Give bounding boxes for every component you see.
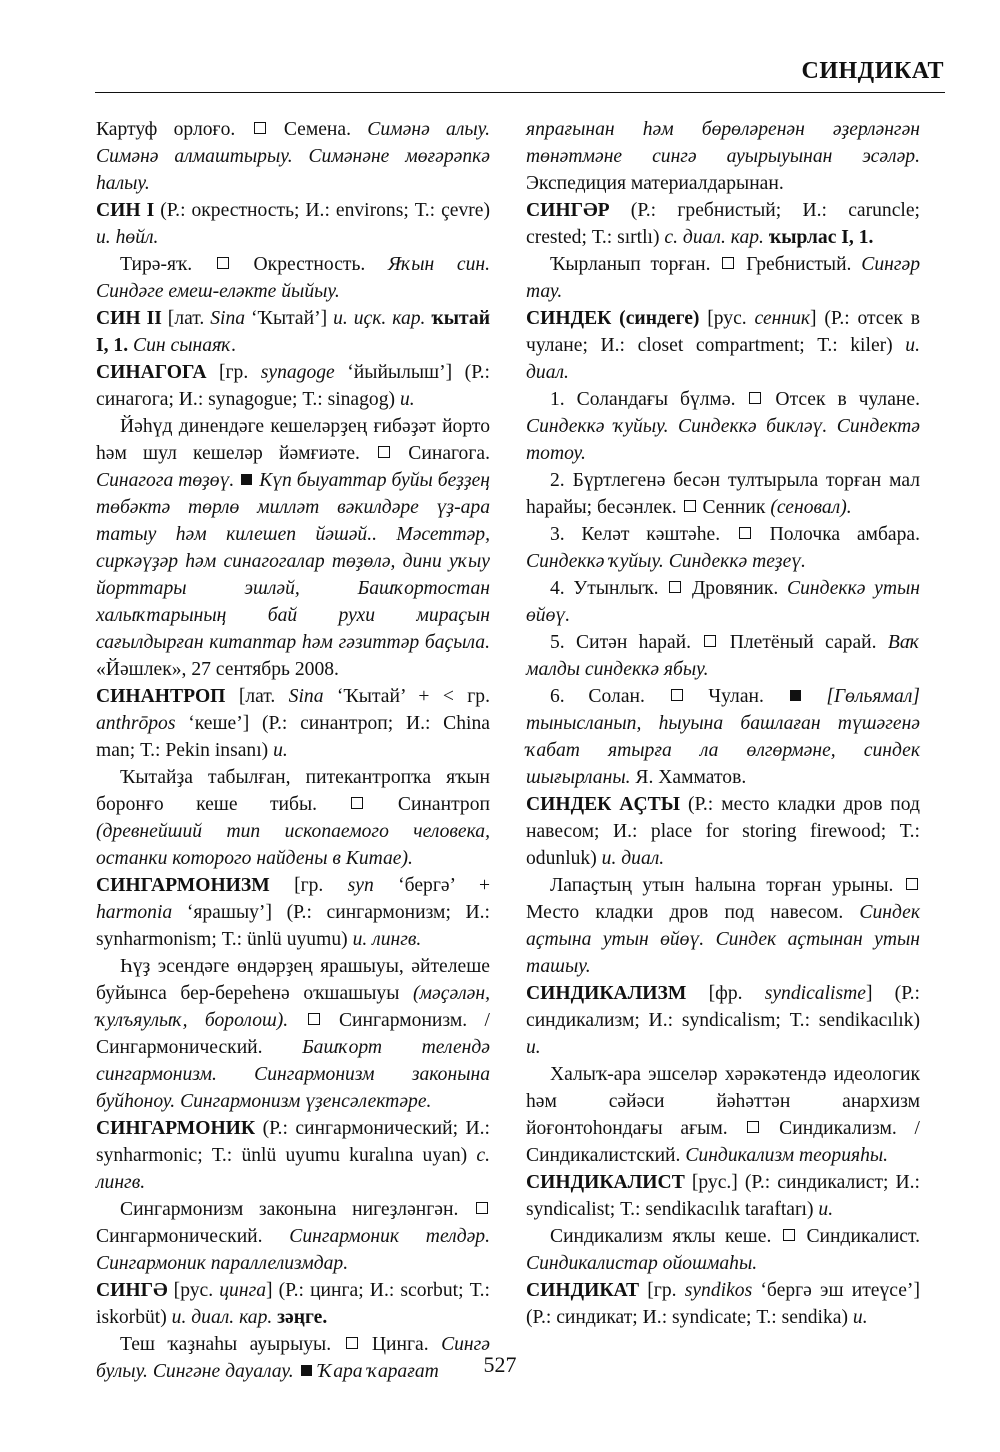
entry-headline (526, 791, 920, 872)
text-run: Гребнистый. (736, 254, 862, 275)
entry-text (96, 413, 490, 683)
italic-text: Синдеккә ҡуйыу. Синдеккә теҙеү. (526, 551, 806, 572)
text-run: Сингармонизм законына нигеҙләнгән. (120, 1199, 474, 1220)
text-run: Сенник (697, 497, 771, 518)
text-run: Экспедиция материалдарынан. (526, 173, 784, 194)
italic-text: и. (852, 1307, 868, 1328)
entry-text (526, 872, 920, 980)
entry-headline (526, 305, 920, 386)
headword: ҡытай I, 1. (96, 308, 490, 356)
italic-text: с. диал. кар. (664, 227, 764, 248)
text-run: ‘ярашыу’] (Р.: сингармонизм; И.: synharmonism; Т.: ünlü uyumu) (96, 902, 490, 950)
text-run: Сингармонический. (96, 1226, 290, 1247)
text-run: Синагога. (392, 443, 490, 464)
text-run: Синдикалист. (796, 1226, 920, 1247)
italic-text: и. диал. (601, 848, 665, 869)
entry-text (526, 521, 920, 575)
open-square-icon (217, 257, 229, 269)
headword: зәңге. (277, 1307, 328, 1328)
italic-text: Sina (288, 686, 324, 707)
text-run: ‘кеше’] (Р.: синантроп; И.: China man; Т.: Pekin insanı) (96, 713, 490, 761)
entry-headline (96, 359, 490, 413)
headword: СИНДЕК (синдеге) (526, 308, 700, 329)
italic-text: Синдеккә ҡуйыу. Синдеккә бикләү. Синдектә тотоу. (526, 416, 920, 464)
italic-text: Симәнә алыу. Симәнә алмаштырыу. Симәнәне мөғәрәпкә һалыу. (96, 119, 491, 194)
text-run: Теш ҡаҙнаһы ауырыуы. (120, 1334, 344, 1355)
italic-text: Күп быуаттар буйы беҙҙең төбәктә төрлө милләт вәкилдәре үҙ-ара татыу һәм килешеп йәшәй.. Мәсеттәр, сиркәүҙәр һәм синагогалар төҙөлә, дини уҡыу йорттары эшләй, Башҡортостан халыҡтарының бай рухи мираҫын сағылдырған китаптар һәм гәзиттәр баҫыла. (96, 470, 491, 653)
italic-text: [Гөльямал] тынысланып, һыуына башлаған түшәгенә ҡабат ятырға ла өлгөрмәне, синдек шығырланы. (526, 686, 920, 788)
text-run: Полочка амбара. (752, 524, 920, 545)
open-square-icon (722, 257, 734, 269)
open-square-icon (346, 1337, 358, 1349)
text-run: Чулан. (684, 686, 788, 707)
open-square-icon (378, 446, 390, 458)
text-run: ‘Ҡытай’ + < гр. (323, 686, 490, 707)
italic-text: Синдикалистар ойошмаһы. (526, 1253, 758, 1274)
text-run: Синдикализм яҡлы кеше. (550, 1226, 781, 1247)
text-run: 5. Ситән һарай. (550, 632, 703, 653)
italic-text: и. (399, 389, 415, 410)
text-run: [гр. (206, 362, 261, 383)
italic-text: Синдикализм теорияһы. (685, 1145, 889, 1166)
text-run: (Р.: сингармонический; И.: synharmonic; Т.: ünlü uyumu kuralına uyan) (96, 1118, 490, 1166)
italic-text: syndikos (684, 1280, 753, 1301)
text-run: ‘йыйылыш’] (Р.: синагога; И.: synagogue; Т.: sinagog) (96, 362, 490, 410)
text-run: Дровяник. (683, 578, 787, 599)
text-run: [фр. (686, 983, 765, 1004)
text-run: Ҡытайҙа табылған, питекантропҡа яҡын боронғо кеше тибы. (96, 767, 490, 815)
entry-headline (526, 1169, 920, 1223)
italic-text: япрағынан һәм бөрөләренән әҙерләнгән төнәтмәне сингә ауырыуынан эсәләр. (526, 119, 920, 167)
text-run: [рус. (699, 308, 755, 329)
text-run: «Йәшлек», 27 сентябрь 2008. (96, 659, 339, 680)
italic-text: и. лингв. (352, 929, 422, 950)
italic-text: (сеновал). (770, 497, 852, 518)
italic-text: и. (273, 740, 288, 761)
open-square-icon (783, 1229, 795, 1241)
headword: СИНДЕК АҪТЫ (526, 794, 680, 815)
entry-text (526, 467, 920, 521)
italic-text: anthrōpos (96, 713, 176, 734)
italic-text: Sina (210, 308, 246, 329)
italic-text: Башҡорт телендә сингармонизм. Сингармонизм законына буйһоноу. Сингармонизм үҙенсәлектәре. (96, 1037, 490, 1112)
page-number: 527 (483, 1352, 517, 1377)
entry-headline (96, 1277, 490, 1331)
text-run: Халыҡ-ара эшселәр хәрәкәтендә идеологик һәм сәйәси йәһәттән анархизм йоғонтоһондағы ағым. (526, 1064, 920, 1139)
text-run: Картуф орлоғо. (96, 119, 252, 140)
open-square-icon (749, 392, 761, 404)
text-run: ‘бергә эш итеүсе’] (Р.: синдикат; И.: syndicate; Т.: sendika) (526, 1280, 920, 1328)
text-run: 6. Солан. (550, 686, 669, 707)
text-run: Һүҙ эсендәге өндәрҙең ярашыуы, әйтелеше буйынса бер-береһенә оҡшашыуы (96, 956, 490, 1004)
entry-headline (96, 197, 490, 251)
italic-text: Сингә булыу. Сингәне дауалау. (96, 1334, 490, 1382)
italic-text: и. (818, 1199, 834, 1220)
text-run: Тирә-яҡ. (120, 254, 215, 275)
text-run: 2. Бүртлегенә бесән тултырыла торған мал һарайы; бесәнлек. (526, 470, 920, 518)
text-run: [рус. (167, 1280, 220, 1301)
entry-headline (526, 980, 920, 1061)
italic-text: Ҡара ҡарағат (318, 1361, 439, 1382)
entry-text (526, 251, 920, 305)
text-run: ] (Р.: синдикализм; И.: syndicalism; Т.: sendikacılık) (526, 983, 920, 1031)
italic-text: сенник (754, 308, 811, 329)
italic-text: и. иҫк. кар. (333, 308, 426, 329)
text-run: Синдикализм. / Синдикалистский. (526, 1118, 920, 1166)
open-square-icon (906, 878, 918, 890)
text-run: Я. Хамматов. (630, 767, 747, 788)
italic-text: Син сынаяҡ. (133, 335, 237, 356)
entry-text (96, 764, 490, 872)
headword: СИНГАРМОНИК (96, 1118, 256, 1139)
text-run: [гр. (269, 875, 348, 896)
italic-text: syndicalisme (764, 983, 866, 1004)
italic-text: (мәҫәлән, ҡулъяулыҡ, боролош). (96, 983, 490, 1031)
text-run: Лапаҫтың утын һалына торған урыны. (550, 875, 904, 896)
entry-text (96, 953, 490, 1115)
open-square-icon (747, 1121, 759, 1133)
text-run: Отсек в чулане. (763, 389, 920, 410)
text-run (288, 1010, 305, 1031)
entry-headline (96, 305, 490, 359)
left-column (96, 116, 490, 1385)
italic-text: Сингәр тау. (526, 254, 920, 302)
text-run: Йәһүд динендәге кешеләрҙең ғибәҙәт йорто һәм шул кешеләр йәмғиәте. (96, 416, 490, 464)
text-run: 3. Келәт кәштәһе. (550, 524, 737, 545)
entry-text (526, 629, 920, 683)
headword: СИНАГОГА (96, 362, 207, 383)
entry-headline (96, 116, 490, 197)
italic-text: Яҡын син. Синдәге емеш-еләкте йыйыу. (96, 254, 491, 302)
text-run: [рус.] (Р.: синдикалист; И.: syndicalist; Т.: sendikacılık taraftarı) (526, 1172, 920, 1220)
header-rule (95, 92, 945, 93)
text-run: Цинга. (359, 1334, 442, 1355)
open-square-icon (684, 500, 696, 512)
entry-text (526, 1223, 920, 1277)
text-run: [лат. (161, 308, 211, 329)
text-run: (Р.: окрестность; И.: environs; Т.: çevre) (154, 200, 491, 221)
entry-text (526, 1061, 920, 1169)
italic-text: Ваҡ малды синдеккә ябыу. (526, 632, 920, 680)
italic-text: syn (347, 875, 374, 896)
italic-text: с. лингв. (96, 1145, 490, 1193)
text-run: Плетёный сарай. (718, 632, 888, 653)
entry-headline (96, 1115, 490, 1196)
text-run: [лат. (225, 686, 289, 707)
text-run: [гр. (639, 1280, 685, 1301)
open-square-icon (739, 527, 751, 539)
open-square-icon (254, 122, 266, 134)
entry-text (96, 251, 490, 305)
italic-text: (древнейший тип ископаемого человека, останки которого найдены в Китае). (96, 821, 490, 869)
text-run: (Р.: гребнистый; И.: caruncle; crested; Т.: sırtlı) (526, 200, 920, 248)
italic-text: synagoge (260, 362, 335, 383)
headword: СИНДИКАТ (526, 1280, 640, 1301)
italic-text: Сингармоник телдәр. Сингармоник параллелизмдар. (96, 1226, 490, 1274)
headword: СИН II (96, 308, 162, 329)
text-run: Сингармонизм. / Сингармонический. (96, 1010, 490, 1058)
entry-headline (526, 197, 920, 251)
entry-text (96, 1196, 490, 1277)
text-run: (Р.: место кладки дров под навесом; И.: place for storing firewood; Т.: odunluk) (526, 794, 920, 869)
filled-square-icon (241, 474, 252, 485)
italic-text: harmonia (96, 902, 173, 923)
headword: СИН I (96, 200, 155, 221)
italic-text: Синагога төҙөү. (96, 470, 235, 491)
text-run: Место кладки дров под навесом. (526, 902, 860, 923)
open-square-icon (704, 635, 716, 647)
text-run (803, 686, 827, 707)
italic-text: цинга (219, 1280, 267, 1301)
italic-text: Синдек аҫтына утын өйөү. Синдек аҫтынан утын ташыу. (526, 902, 920, 977)
text-run (234, 470, 239, 491)
headword: СИНАНТРОП (96, 686, 226, 707)
text-run: ‘Ҡытай’] (245, 308, 334, 329)
headword: СИНГӘР (526, 200, 610, 221)
italic-text: и. (526, 1037, 541, 1058)
entry-headline (96, 872, 490, 953)
open-square-icon (476, 1202, 488, 1214)
headword: СИНДИКАЛИЗМ (526, 983, 687, 1004)
open-square-icon (351, 797, 363, 809)
text-run: 4. Утынлыҡ. (550, 578, 668, 599)
italic-text: и. диал. (526, 335, 920, 383)
entry-text (526, 683, 920, 791)
running-head: СИНДИКАТ (801, 58, 944, 84)
text-run: ] (Р.: цинга; И.: scorbut; Т.: iskorbüt) (96, 1280, 490, 1328)
italic-text: и. диал. кар. (171, 1307, 273, 1328)
text-run: Семена. (267, 119, 368, 140)
text-run: Окрестность. (230, 254, 388, 275)
headword: СИНГАРМОНИЗМ (96, 875, 270, 896)
text-run: ] (Р.: отсек в чулане; И.: closet compartment; Т.: kiler) (526, 308, 920, 356)
text-run: Ҡырланып торған. (550, 254, 721, 275)
entry-headline (526, 1277, 920, 1331)
entry-text (526, 386, 920, 467)
italic-text: и. һөйл. (96, 227, 159, 248)
text-run: ‘бергә’ + (373, 875, 490, 896)
open-square-icon (671, 689, 683, 701)
italic-text: Синдеккә утын өйөү. (526, 578, 920, 626)
text-run: Синантроп (365, 794, 490, 815)
filled-square-icon (790, 690, 801, 701)
entry-text (526, 575, 920, 629)
headword: ҡырлас I, 1. (768, 227, 874, 248)
text-run: 1. Соландағы бүлмә. (550, 389, 748, 410)
headword: СИНДИКАЛИСТ (526, 1172, 685, 1193)
entry-headline (526, 116, 920, 197)
headword: СИНГӘ (96, 1280, 168, 1301)
entry-headline (96, 683, 490, 764)
open-square-icon (669, 581, 681, 593)
open-square-icon (308, 1013, 320, 1025)
right-column (526, 116, 920, 1331)
